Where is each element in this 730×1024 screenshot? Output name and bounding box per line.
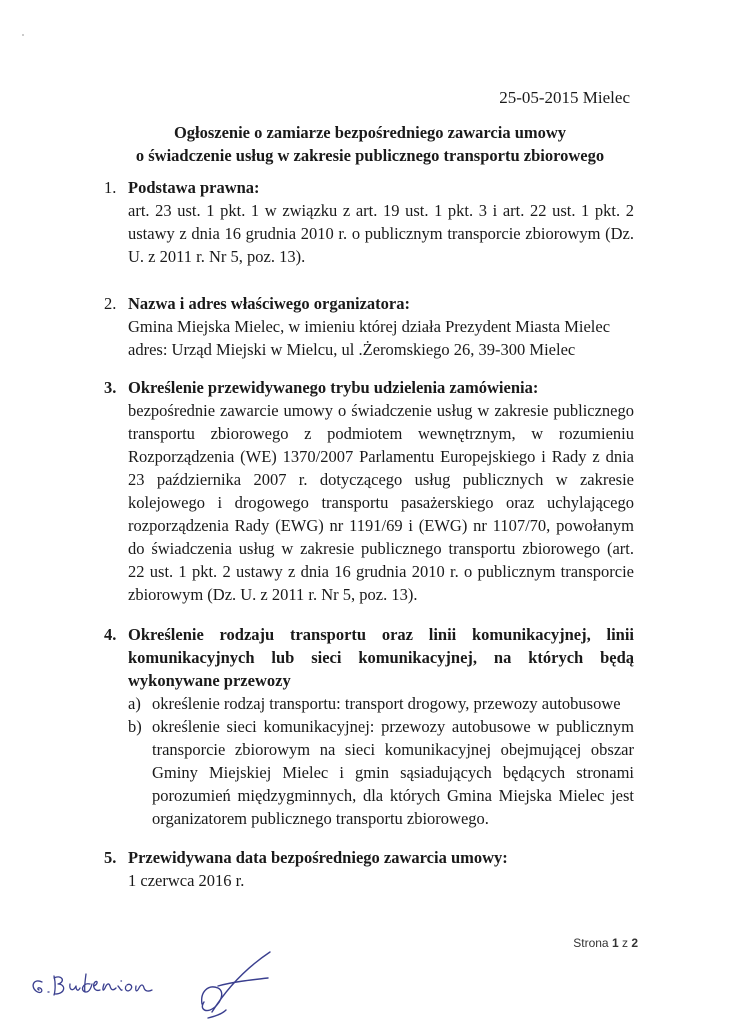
page-total: 2 (631, 936, 638, 950)
body-line: Gminy Miejskiej Mielec i gmin sąsiadujących będących stronami (152, 763, 634, 782)
body-line: organizatorem publicznego transportu zbiorowego. (152, 809, 489, 828)
body-line: określenie rodzaj transportu: transport drogowy, przewozy autobusowe (152, 694, 621, 713)
section-body (104, 199, 634, 268)
section-1 (104, 176, 634, 268)
body-line: zbiorowym (Dz. U. z 2011 r. Nr 5, poz. 13). (128, 585, 418, 604)
section-heading: Określenie przewidywanego trybu udzielenia zamówienia: (128, 378, 539, 397)
body-line: porozumień międzygminnych, dla których Gmina Miejska Mielec jest (152, 786, 634, 805)
body-line: transporcie zbiorowym na sieci komunikacyjnej obejmującej obszar (152, 740, 634, 759)
section-heading (104, 623, 634, 692)
list-item-b (104, 715, 634, 830)
section-2 (104, 292, 634, 361)
section-3 (104, 376, 634, 606)
body-line: adres: Urząd Miejski w Mielcu, ul .Żeromskiego 26, 39-300 Mielec (128, 340, 576, 359)
document-date: 25-05-2015 Mielec (499, 88, 630, 107)
signature-flourish (192, 944, 282, 1024)
section-number: 1. (104, 178, 117, 197)
scan-speck (22, 34, 24, 36)
section-heading: Nazwa i adres właściwego organizatora: (128, 294, 410, 313)
body-line: U. z 2011 r. Nr 5, poz. 13). (128, 247, 306, 266)
page-separator: z (621, 936, 628, 950)
heading-line: komunikacyjnych lub sieci komunikacyjnej, na których będą (128, 648, 634, 667)
section-number: 5. (104, 848, 117, 867)
list-item-a (104, 692, 634, 715)
section-4 (104, 623, 634, 830)
section-body (104, 315, 634, 361)
body-line: ustawy z dnia 16 grudnia 2010 r. o publicznym transporcie zbiorowym (Dz. (128, 224, 634, 243)
page-current: 1 (611, 936, 619, 950)
body-line: rozporządzenia Rady (EWG) nr 1191/69 i (EWG) nr 1107/70, powołanym (128, 516, 634, 535)
body-line: kolejowego i drogowego transportu pasażerskiego oraz uchylającego (128, 493, 634, 512)
body-line: art. 23 ust. 1 pkt. 1 w związku z art. 19 ust. 1 pkt. 3 i art. 22 ust. 1 pkt. 2 (128, 201, 634, 220)
section-5 (104, 846, 634, 892)
heading-line: wykonywane przewozy (128, 671, 291, 690)
section-number: 3. (104, 378, 117, 397)
heading-line: Określenie rodzaju transportu oraz linii komunikacyjnej, linii (128, 625, 634, 644)
section-body (104, 399, 634, 606)
body-line: 22 ust. 1 pkt. 2 ustawy z dnia 16 grudnia 2010 r. o publicznym transporcie (128, 562, 634, 581)
body-line: Rozporządzenia (WE) 1370/2007 Parlamentu Europejskiego i Rady z dnia (128, 447, 634, 466)
section-number: 4. (104, 625, 117, 644)
section-heading: Podstawa prawna: (128, 178, 260, 197)
body-line: 23 października 2007 r. dotyczącego usług publicznych w zakresie (128, 470, 634, 489)
body-line: transportu zbiorowego z podmiotem wewnętrznym, w rozumieniu (128, 424, 634, 443)
body-line: określenie sieci komunikacyjnej: przewozy autobusowe w publicznym (152, 717, 634, 736)
list-item-label: b) (128, 717, 142, 736)
page-number (573, 936, 638, 950)
body-line: bezpośrednie zawarcie umowy o świadczenie usług w zakresie publicznego (128, 401, 634, 420)
handwritten-name-signature (28, 962, 178, 1006)
body-line: do świadczenia usług w zakresie publicznego transportu zbiorowego (art. (128, 539, 634, 558)
list-item-label: a) (128, 694, 141, 713)
body-line: Gmina Miejska Mielec, w imieniu której działa Prezydent Miasta Mielec (128, 317, 611, 336)
body-line: 1 czerwca 2016 r. (128, 871, 245, 890)
section-body (104, 869, 634, 892)
document-title (0, 121, 730, 167)
section-number: 2. (104, 294, 117, 313)
title-line-1: Ogłoszenie o zamiarze bezpośredniego zawarcia umowy (173, 123, 567, 142)
page-label: Strona (573, 936, 609, 950)
title-line-2: o świadczenie usług w zakresie publicznego transportu zbiorowego (135, 146, 605, 165)
section-heading: Przewidywana data bezpośredniego zawarcia umowy: (128, 848, 508, 867)
